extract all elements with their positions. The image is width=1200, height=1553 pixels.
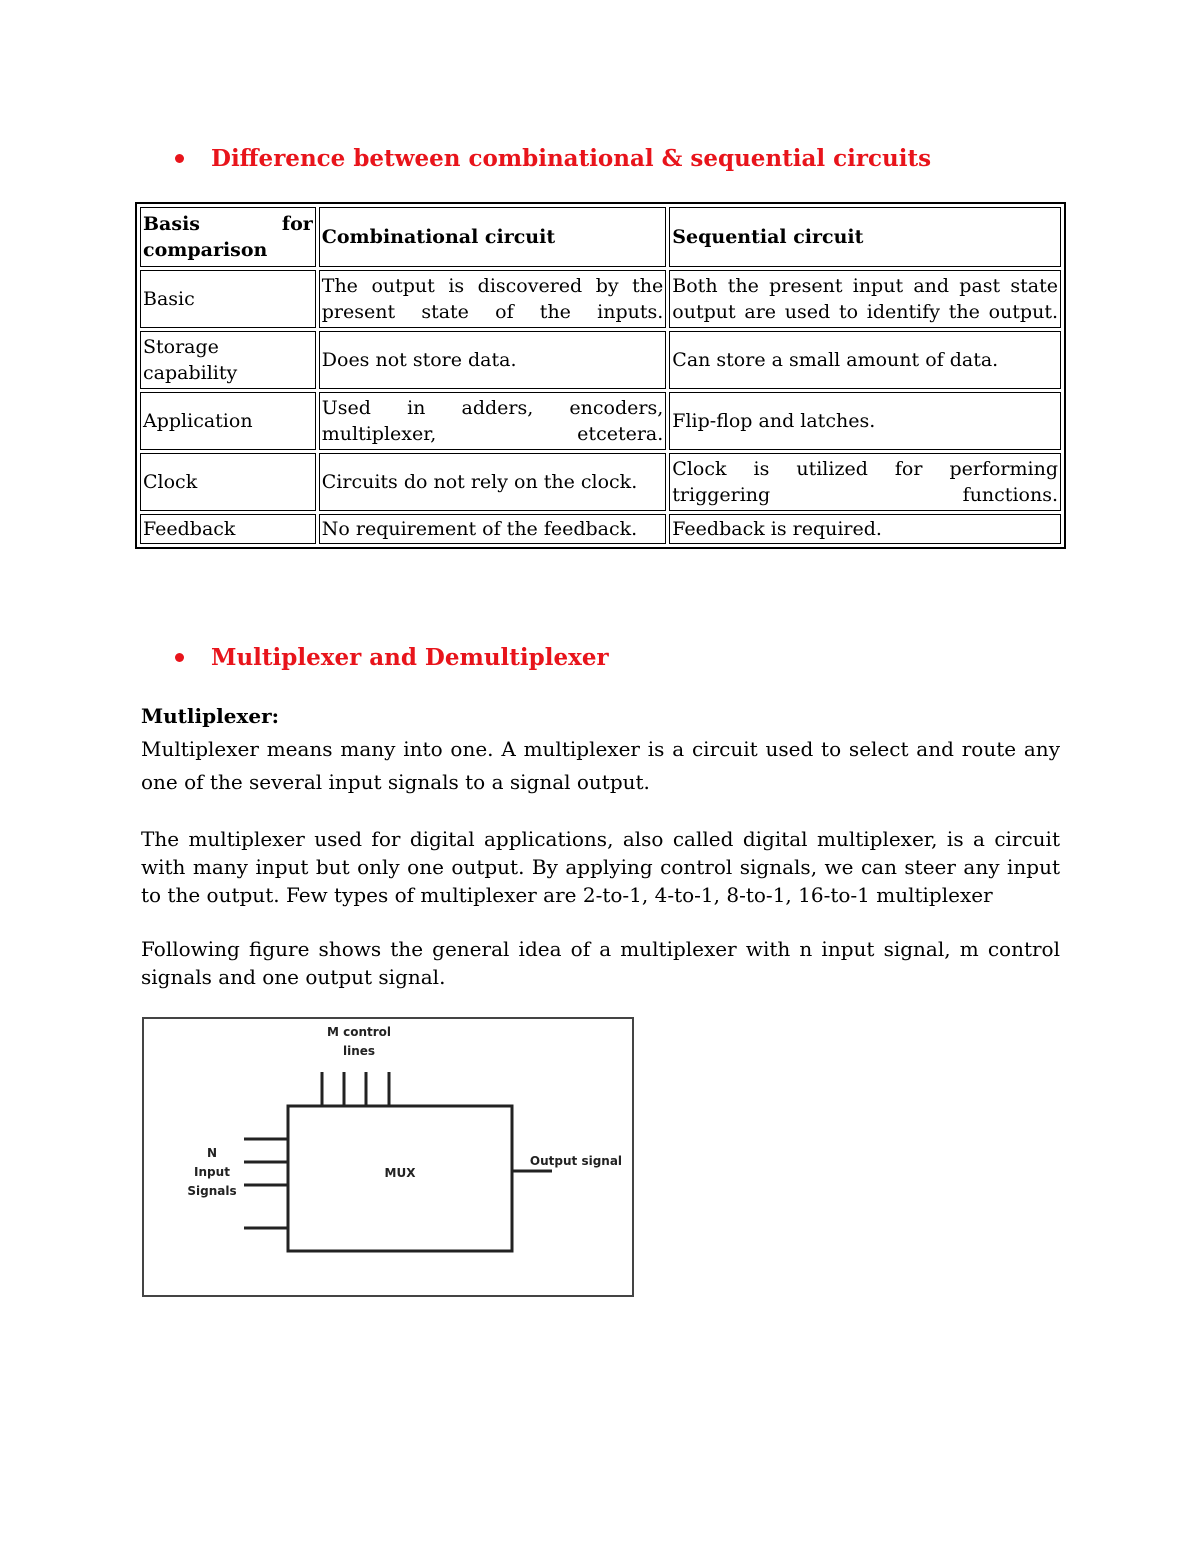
bullet-icon: [175, 154, 184, 163]
table-cell: Storage capability: [140, 331, 316, 389]
paragraph: Multiplexer means many into one. A multiplexer is a circuit used to select and route any one of the several input signals to a signal output.: [141, 737, 1060, 794]
table-cell: Basic: [140, 270, 316, 328]
table-cell: Feedback: [140, 514, 316, 544]
table-row: [140, 270, 1061, 328]
table-row: [140, 514, 1061, 544]
table-cell: Both the present input and past state output are used to identify the output.: [669, 270, 1061, 328]
table-cell: Flip-flop and latches.: [669, 392, 1061, 450]
table-row: [140, 392, 1061, 450]
table-header-row: [140, 207, 1061, 267]
table-cell: Does not store data.: [319, 331, 667, 389]
table-header-cell: Basis for comparison: [140, 207, 316, 267]
multiplexer-figure: [142, 1017, 634, 1297]
table-cell: The output is discovered by the present state of the inputs.: [319, 270, 667, 328]
table-cell: Clock: [140, 453, 316, 511]
table-cell: Application: [140, 392, 316, 450]
table-cell: Used in adders, encoders, multiplexer, etcetera.: [319, 392, 667, 450]
control-lines: [322, 1072, 389, 1106]
table-cell: Circuits do not rely on the clock.: [319, 453, 667, 511]
control-lines-label: M control lines: [326, 1025, 392, 1058]
table-row: [140, 331, 1061, 389]
bullet-icon: [175, 653, 184, 662]
comparison-table: [135, 202, 1066, 549]
output-signal-label: Output signal: [529, 1154, 623, 1168]
table-row: [140, 453, 1061, 511]
section-heading-comparison: [175, 145, 931, 172]
table-cell: Can store a small amount of data.: [669, 331, 1061, 389]
table-header-cell: Sequential circuit: [669, 207, 1061, 267]
section-heading-text: Multiplexer and Demultiplexer: [211, 644, 609, 671]
table-cell: Feedback is required.: [669, 514, 1061, 544]
section-heading-multiplexer: [175, 644, 609, 671]
table-cell: No requirement of the feedback.: [319, 514, 667, 544]
table-header-cell: Combinational circuit: [319, 207, 667, 267]
subheading: Mutliplexer:: [141, 704, 279, 728]
table-cell: Clock is utilized for performing triggering functions.: [669, 453, 1061, 511]
paragraph: The multiplexer used for digital applications, also called digital multiplexer, is a circuit with many input but only one output. By applying control signals, we can steer any input to the output. Few types of multiplexer are 2-to-1, 4-to-1, 8-to-1, 16-to-1 multiplexer: [141, 827, 1060, 907]
input-signals-label: N Input Signals: [187, 1146, 237, 1198]
paragraph: Following figure shows the general idea of a multiplexer with n input signal, m control signals and one output signal.: [141, 937, 1060, 989]
section-heading-text: Difference between combinational & sequential circuits: [211, 145, 932, 172]
mux-label: MUX: [384, 1166, 416, 1180]
